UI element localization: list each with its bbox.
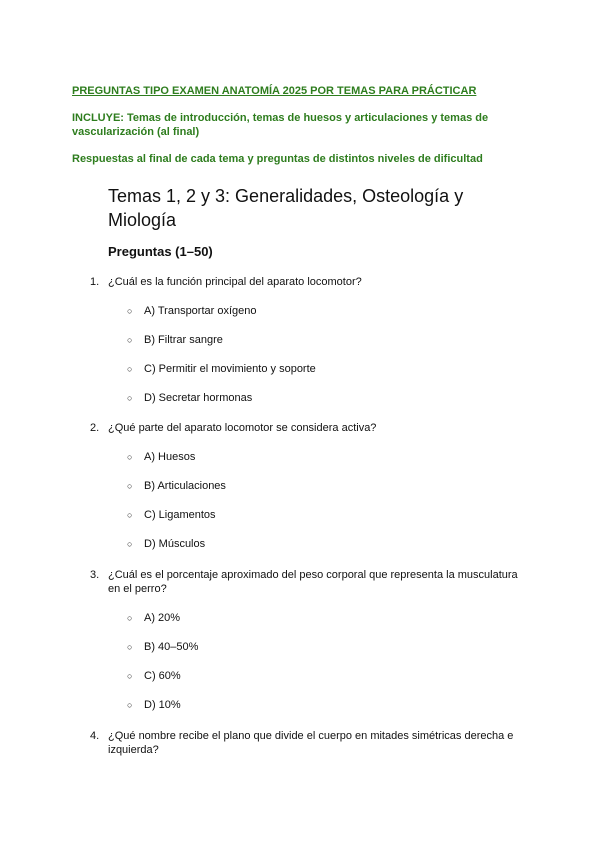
option-text: A) 20% — [144, 612, 181, 624]
question-1 — [90, 275, 530, 289]
bullet-icon: ○ — [127, 510, 133, 520]
option-1d — [127, 391, 252, 405]
bullet-icon: ○ — [127, 700, 133, 710]
option-text: A) Huesos — [144, 451, 196, 463]
bullet-icon: ○ — [127, 481, 133, 491]
bullet-icon: ○ — [127, 452, 133, 462]
question-2 — [90, 421, 530, 435]
bullet-icon: ○ — [127, 364, 133, 374]
option-2d — [127, 537, 205, 551]
bullet-icon: ○ — [127, 393, 133, 403]
bullet-icon: ○ — [127, 613, 133, 623]
document-title: PREGUNTAS TIPO EXAMEN ANATOMÍA 2025 POR TEMAS PARA PRÁCTICAR — [72, 85, 477, 97]
option-1b — [127, 333, 223, 347]
option-3a — [127, 611, 180, 625]
option-2b — [127, 479, 226, 493]
question-text: ¿Cuál es el porcentaje aproximado del peso corporal que representa la musculatura en el perro? — [108, 569, 518, 595]
option-3d — [127, 698, 181, 712]
bullet-icon: ○ — [127, 335, 133, 345]
question-3 — [90, 568, 530, 596]
option-text: B) Filtrar sangre — [144, 334, 223, 346]
question-number: 1. — [90, 276, 100, 288]
option-1a — [127, 304, 257, 318]
question-number: 4. — [90, 730, 100, 742]
questions-subheading: Preguntas (1–50) — [108, 244, 213, 259]
question-text: ¿Qué parte del aparato locomotor se considera activa? — [108, 422, 377, 434]
option-text: D) Secretar hormonas — [144, 392, 253, 404]
bullet-icon: ○ — [127, 642, 133, 652]
option-text: D) 10% — [144, 699, 181, 711]
option-3b — [127, 640, 198, 654]
question-text: ¿Cuál es la función principal del aparato locomotor? — [108, 276, 362, 288]
option-2c — [127, 508, 216, 522]
option-text: B) 40–50% — [144, 641, 199, 653]
section-heading: Temas 1, 2 y 3: Generalidades, Osteología y Miología — [108, 186, 464, 230]
option-text: C) Ligamentos — [144, 509, 216, 521]
question-number: 3. — [90, 569, 100, 581]
option-text: D) Músculos — [144, 538, 206, 550]
bullet-icon: ○ — [127, 306, 133, 316]
bullet-icon: ○ — [127, 539, 133, 549]
includes-note: INCLUYE: Temas de introducción, temas de huesos y articulaciones y temas de vascularización (al final) — [72, 112, 489, 138]
option-1c — [127, 362, 316, 376]
option-text: C) Permitir el movimiento y soporte — [144, 363, 316, 375]
option-text: A) Transportar oxígeno — [144, 305, 257, 317]
answers-note: Respuestas al final de cada tema y preguntas de distintos niveles de dificultad — [72, 153, 483, 165]
bullet-icon: ○ — [127, 671, 133, 681]
option-text: B) Articulaciones — [144, 480, 226, 492]
option-text: C) 60% — [144, 670, 181, 682]
option-3c — [127, 669, 181, 683]
option-2a — [127, 450, 195, 464]
question-number: 2. — [90, 422, 100, 434]
question-text: ¿Qué nombre recibe el plano que divide el cuerpo en mitades simétricas derecha e izquierda? — [108, 730, 514, 756]
question-4 — [90, 729, 530, 757]
